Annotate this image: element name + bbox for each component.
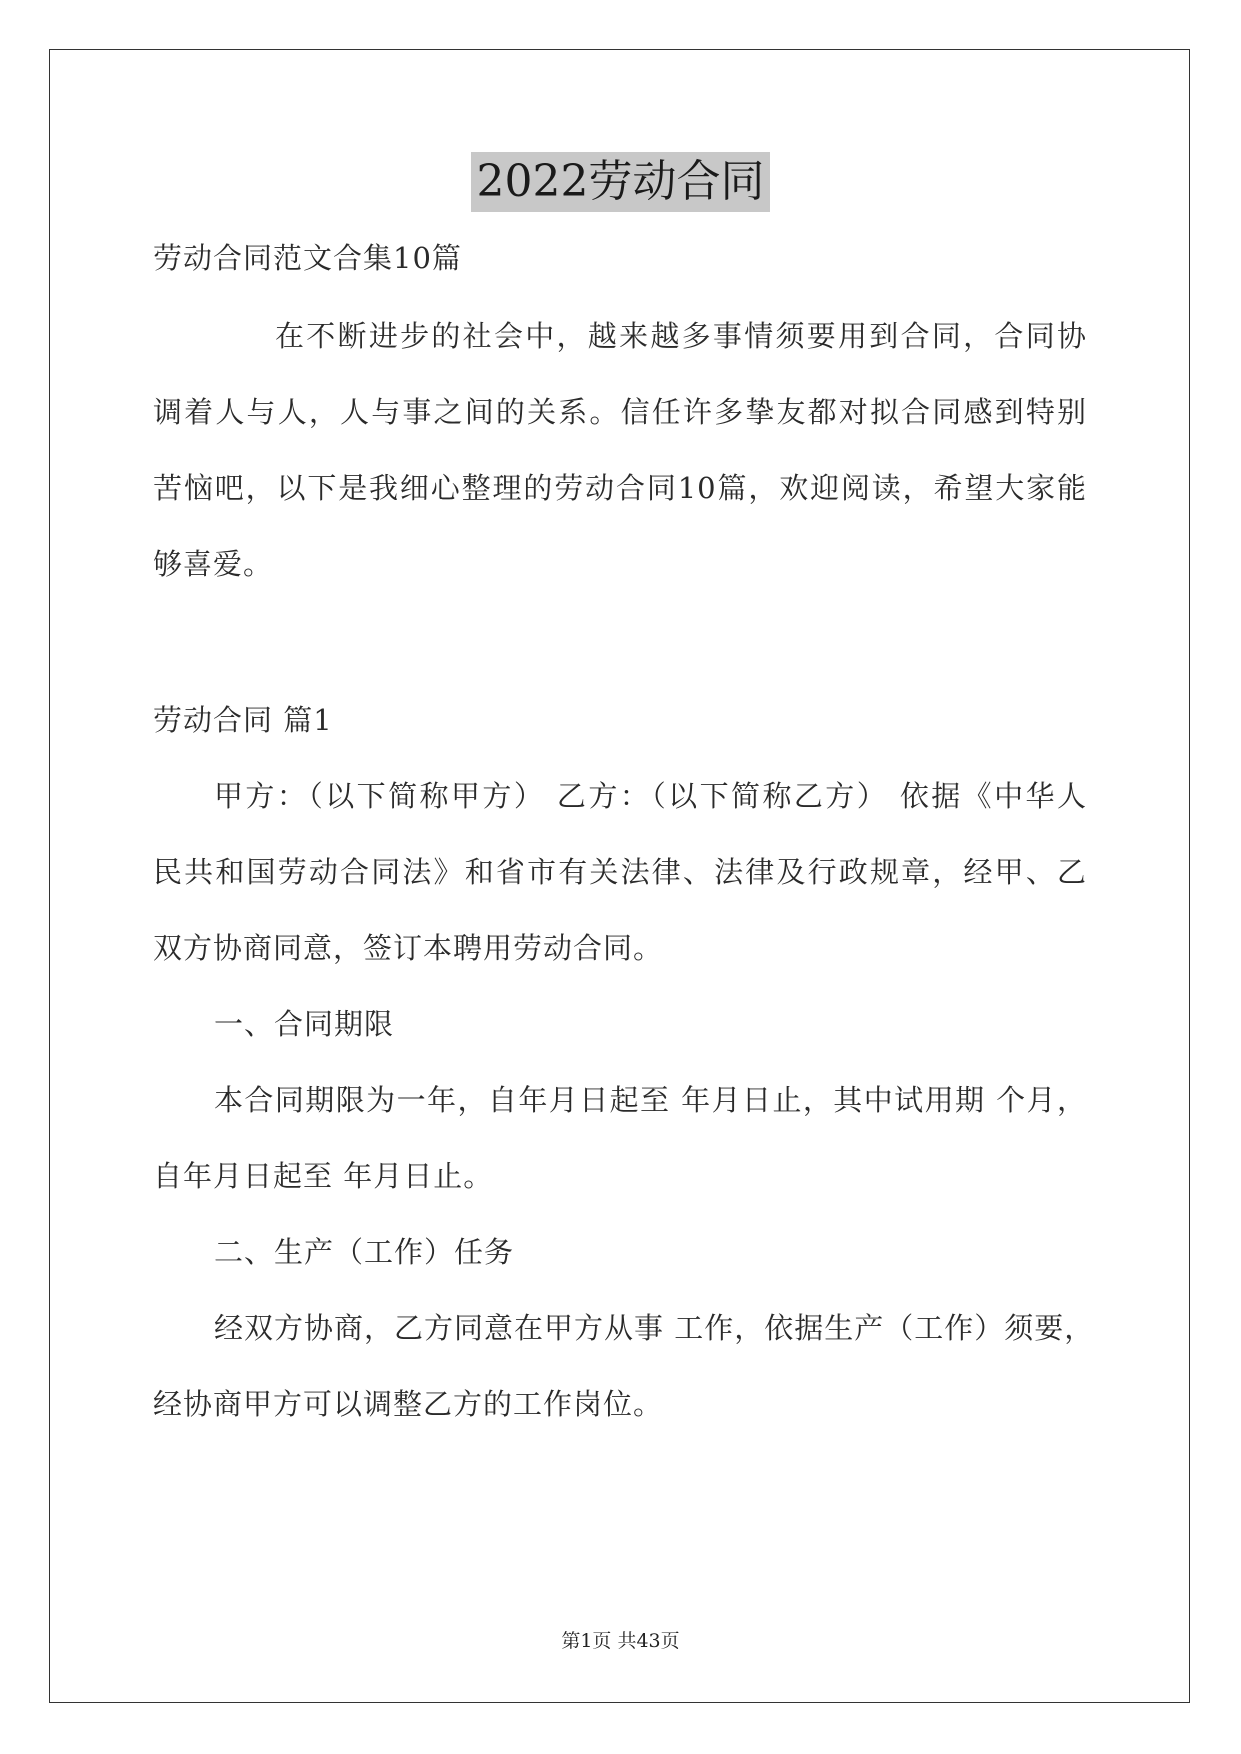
document-subtitle: 劳动合同范文合集10篇 <box>153 241 462 275</box>
body-line-3: 双方协商同意，签订本聘用劳动合同。 <box>153 931 664 965</box>
intro-line-1: 在不断进步的社会中，越来越多事情须要用到合同，合同协 <box>275 319 1087 353</box>
document-title: 2022劳动合同 <box>471 152 771 212</box>
body-line-5: 本合同期限为一年，自年月日起至 年月日止，其中试用期 个月， <box>214 1083 1087 1117</box>
body-line-6: 自年月日起至 年月日止。 <box>153 1159 494 1193</box>
page-footer: 第1页 共43页 <box>561 1630 680 1652</box>
title-wrap <box>0 152 1241 212</box>
intro-line-2: 调着人与人，人与事之间的关系。信任许多挚友都对拟合同感到特别 <box>153 395 1087 429</box>
body-line-1: 甲方：（以下简称甲方） 乙方：（以下简称乙方） 依据《中华人 <box>214 779 1087 813</box>
body-line-9: 经协商甲方可以调整乙方的工作岗位。 <box>153 1387 664 1421</box>
clause-heading-2: 二、生产（工作）任务 <box>214 1235 515 1269</box>
section-heading: 劳动合同 篇1 <box>153 703 333 737</box>
body-line-8: 经双方协商，乙方同意在甲方从事 工作，依据生产（工作）须要， <box>214 1311 1095 1345</box>
clause-heading-1: 一、合同期限 <box>214 1007 395 1041</box>
intro-line-4: 够喜爱。 <box>153 547 274 581</box>
intro-line-3: 苦恼吧，以下是我细心整理的劳动合同10篇，欢迎阅读，希望大家能 <box>153 471 1087 505</box>
body-line-2: 民共和国劳动合同法》和省市有关法律、法律及行政规章，经甲、乙 <box>153 855 1087 889</box>
